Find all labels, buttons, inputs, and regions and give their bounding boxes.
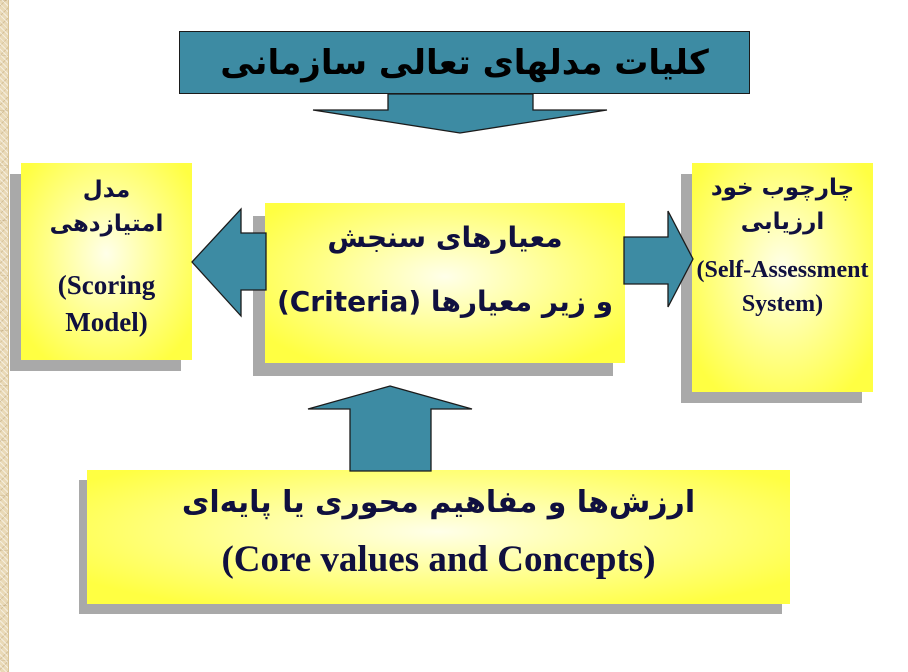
scoring-box-fa-line2: امتیازدهی xyxy=(49,211,164,237)
arrow-down-icon xyxy=(313,94,607,133)
arrow-up-icon xyxy=(308,386,472,471)
self-assessment-box-fa-text xyxy=(692,163,873,239)
self-assessment-box-fa-line1: چارچوب خود xyxy=(710,175,855,201)
core-values-box-en-label: (Core values and Concepts) xyxy=(221,539,656,580)
self-assessment-box xyxy=(692,163,873,392)
scoring-model-box xyxy=(21,163,192,360)
criteria-box-fa-line1: معیارهای سنجش xyxy=(327,221,563,254)
title-banner xyxy=(179,31,750,94)
arrow-left-icon xyxy=(192,209,266,316)
scoring-box-fa-line1: مدل xyxy=(82,177,131,203)
criteria-box xyxy=(265,203,625,363)
arrow-right-icon xyxy=(624,211,693,307)
scoring-box-en-label: (Scoring Model) xyxy=(57,270,156,337)
core-values-box-fa-label: ارزش‌ها و مفاهیم محوری یا پایه‌ای xyxy=(181,485,696,520)
self-assessment-box-fa-line2: ارزیابی xyxy=(740,209,825,235)
self-assessment-box-en-label: (Self-Assessment System) xyxy=(696,257,869,317)
core-values-box xyxy=(87,470,790,604)
slide-edge-texture xyxy=(0,0,9,672)
title-banner-label: کلیات مدلهای تعالی سازمانی xyxy=(220,42,709,83)
scoring-box-fa-text xyxy=(21,163,192,241)
criteria-box-fa-line2: و زیر معیارها (Criteria) xyxy=(276,285,614,318)
